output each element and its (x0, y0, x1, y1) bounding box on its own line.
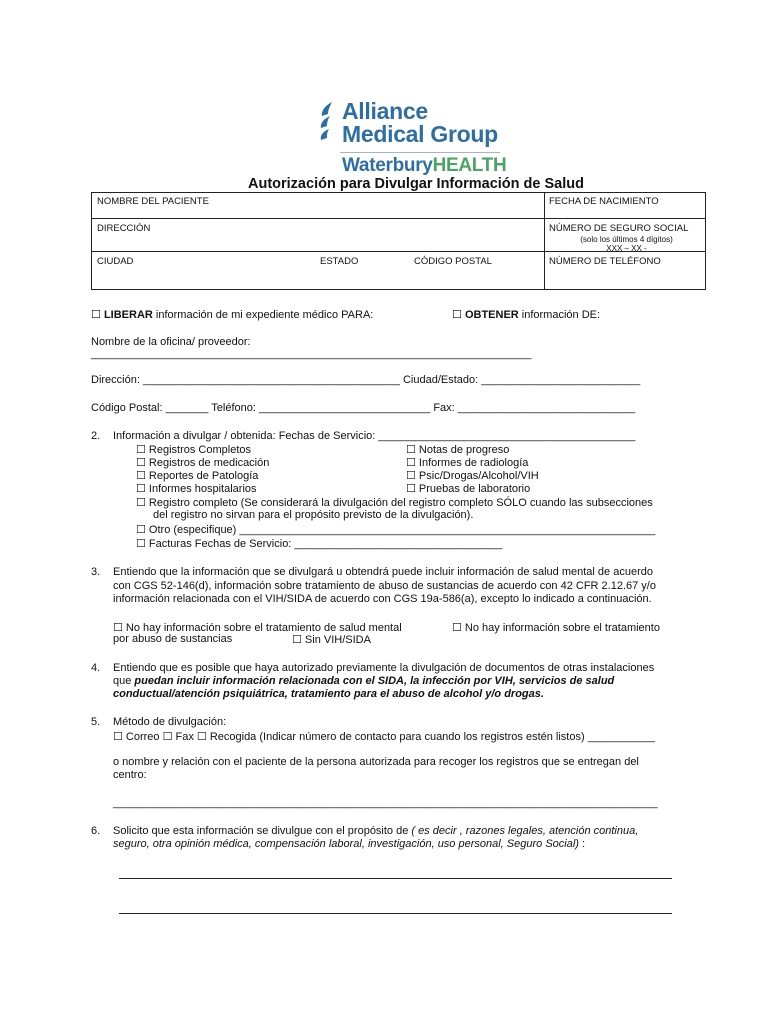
exclude-mental-health-cont: por abuso de sustancias (113, 633, 233, 645)
provider-zip-phone-fax-line[interactable]: Código Postal: _______ Teléfono: ____________________________ Fax: _____________________________ (91, 402, 636, 414)
section3-line2: con CGS 52-146(d), información sobre tratamiento de abuso de sustancias de acuerdo con 42 CFR 2.12.67 y/o (113, 580, 656, 592)
office-line[interactable]: ________________________________________________________________________ (91, 348, 532, 360)
ssn-format: XXX – XX - (606, 244, 647, 253)
info-option-complete[interactable]: ☐ Registros Completos (136, 444, 252, 456)
info-option-progress[interactable]: ☐ Notas de progreso (406, 444, 510, 456)
section4-line2-plain: que (113, 675, 135, 687)
section4-line3: conductual/atención psiquiátrica, tratamiento para el abuso de alcohol y/o drogas. (113, 688, 544, 700)
zip-field[interactable]: CÓDIGO POSTAL (414, 256, 492, 267)
info-option-invoices[interactable]: ☐ Facturas Fechas de Servicio: __________________________________ (136, 538, 503, 550)
section6-line2-italic: seguro, otra opinión médica, compensación laboral, investigación, uso personal, Seguro Social) (113, 838, 579, 850)
complete-record-note: del registro no sirvan para el propósito previsto de la divulgación). (153, 509, 474, 521)
document-title: Autorización para Divulgar Información de Salud (248, 176, 584, 192)
section5-number: 5. (91, 716, 101, 728)
address-field[interactable]: DIRECCIÓN (97, 223, 151, 234)
section6-line2-end: : (578, 838, 586, 850)
exclude-hiv[interactable]: ☐ Sin VIH/SIDA (292, 634, 371, 646)
office-label: Nombre de la oficina/ proveedor: (91, 336, 251, 348)
obtain-label-bold: OBTENER (464, 309, 519, 321)
pickup-person-line1: o nombre y relación con el paciente de la persona autorizada para recoger los registros que se entregan del (113, 756, 639, 768)
logo-waterbury: Waterbury (342, 155, 433, 176)
section5-heading: Método de divulgación: (113, 716, 227, 728)
logo-line2: Medical Group (342, 121, 498, 147)
section3-line1: Entiendo que la información que se divulgará u obtendrá puede incluir información de salud mental de acuerdo (113, 566, 653, 578)
release-label-bold: LIBERAR (103, 309, 153, 321)
obtain-option[interactable] (452, 308, 600, 321)
section4-line2-emphasis: puedan incluir información relacionada con el SIDA, la infección por VIH, servicios de salud (134, 675, 615, 687)
section4-number: 4. (91, 662, 101, 674)
logo-health: HEALTH (432, 155, 507, 176)
info-option-hospital[interactable]: ☐ Informes hospitalarios (136, 483, 257, 495)
table-divider (544, 193, 545, 289)
purpose-line-2[interactable] (119, 913, 672, 914)
logo-line3 (342, 155, 506, 177)
section3-number: 3. (91, 566, 101, 578)
city-field[interactable]: CIUDAD (97, 256, 134, 267)
delivery-methods[interactable]: ☐ Correo ☐ Fax ☐ Recogida (Indicar número de contacto para cuando los registros estén listos) ___________ (113, 731, 655, 743)
phone-field[interactable]: NÚMERO DE TELÉFONO (549, 256, 661, 267)
obtain-label: información DE: (518, 309, 601, 321)
section2-number: 2. (91, 430, 101, 442)
purpose-line-1[interactable] (119, 878, 672, 879)
section6-line1-italic: ( es decir , razones legales, atención continua, (411, 825, 639, 837)
logo-emblem (318, 100, 340, 146)
info-option-radiology[interactable]: ☐ Informes de radiología (406, 457, 529, 469)
logo-line1: Alliance (342, 98, 428, 124)
section4-line1: Entiendo que es posible que haya autorizado previamente la divulgación de documentos de otras instalaciones (113, 662, 655, 674)
section6-line1-plain: Solicito que esta información se divulgue con el propósito de (113, 825, 412, 837)
pickup-person-field[interactable]: _________________________________________________________________________________________ (113, 797, 658, 809)
logo-divider (340, 152, 500, 153)
section3-line3: información relacionada con el VIH/SIDA de acuerdo con CGS 19a-586(a), excepto lo indicado a continuación. (113, 593, 652, 605)
ssn-field[interactable]: NÚMERO DE SEGURO SOCIAL (549, 223, 689, 234)
obtain-checkbox[interactable]: ☐ (452, 309, 462, 321)
table-rule (92, 218, 705, 219)
pickup-person-line2: centro: (113, 769, 147, 781)
section6-number: 6. (91, 825, 101, 837)
info-option-medication[interactable]: ☐ Registros de medicación (136, 457, 270, 469)
release-option[interactable] (91, 308, 373, 321)
patient-name-field[interactable]: NOMBRE DEL PACIENTE (97, 196, 209, 207)
info-option-psych[interactable]: ☐ Psic/Drogas/Alcohol/VIH (406, 470, 539, 482)
release-checkbox[interactable]: ☐ (91, 309, 101, 321)
exclude-mental-health[interactable]: ☐ No hay información sobre el tratamiento de salud mental (113, 622, 402, 634)
state-field[interactable]: ESTADO (320, 256, 359, 267)
release-label: información de mi expediente médico PARA: (152, 309, 374, 321)
info-option-complete-record[interactable]: ☐ Registro completo (Se considerará la divulgación del registro completo SÓLO cuando las subsecciones (136, 497, 653, 509)
patient-info-table (91, 192, 706, 290)
section2-heading[interactable]: Información a divulgar / obtenida: Fechas de Servicio: __________________________________________ (113, 430, 636, 442)
exclude-treatment[interactable]: ☐ No hay información sobre el tratamiento (452, 622, 660, 634)
ssn-note: (solo los últimos 4 dígitos) (580, 235, 673, 244)
dob-field[interactable]: FECHA DE NACIMIENTO (549, 196, 659, 207)
info-option-other[interactable]: ☐ Otro (especifique) ____________________________________________________________________ (136, 524, 656, 536)
info-option-pathology[interactable]: ☐ Reportes de Patología (136, 470, 259, 482)
section6-line1 (113, 825, 638, 837)
section4-line2 (113, 675, 614, 687)
provider-address-line[interactable]: Dirección: __________________________________________ Ciudad/Estado: __________________________ (91, 374, 641, 386)
section6-line2 (113, 838, 585, 850)
info-option-lab[interactable]: ☐ Pruebas de laboratorio (406, 483, 531, 495)
